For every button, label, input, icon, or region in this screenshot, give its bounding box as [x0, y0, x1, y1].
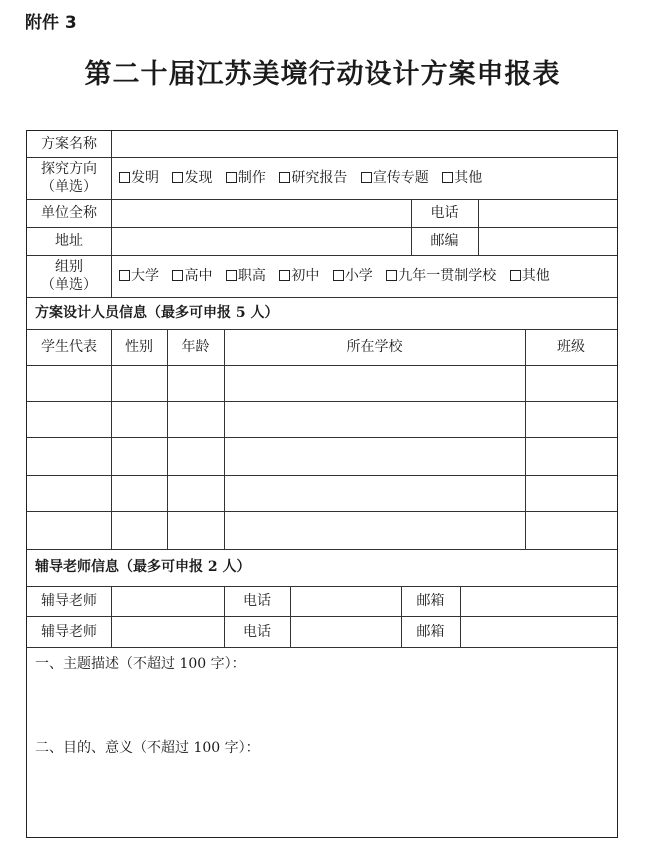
direction-option-other[interactable]: 其他	[442, 170, 482, 186]
checkbox-icon[interactable]	[279, 172, 290, 183]
tutor-phone-field[interactable]	[292, 618, 400, 645]
checkbox-icon[interactable]	[361, 172, 372, 183]
group-label: 组别	[55, 259, 83, 275]
table-row[interactable]	[27, 402, 617, 436]
theme-description-label: 一、主题描述（不超过 100 字）：	[35, 656, 246, 672]
plan-name-field[interactable]	[113, 132, 615, 156]
tutor-email-field[interactable]	[462, 618, 615, 645]
group-option-nine-year[interactable]: 九年一贯制学校	[386, 268, 496, 284]
direction-option-research-report[interactable]: 研究报告	[279, 170, 347, 186]
col-student-rep: 学生代表	[41, 339, 97, 355]
purpose-area[interactable]	[29, 760, 615, 834]
table-row[interactable]	[27, 476, 617, 510]
unit-name-label: 单位全称	[41, 205, 97, 221]
direction-label: 探究方向	[41, 161, 97, 177]
group-option-vocational[interactable]: 职高	[226, 268, 266, 284]
direction-single-choice-note: （单选）	[41, 179, 97, 195]
checkbox-icon[interactable]	[119, 172, 130, 183]
tutor-email-label: 邮箱	[416, 593, 445, 609]
group-option-university[interactable]: 大学	[119, 268, 159, 284]
col-age: 年龄	[181, 339, 210, 355]
tutor-name-field[interactable]	[113, 588, 223, 614]
direction-option-publicity[interactable]: 宣传专题	[361, 170, 429, 186]
checkbox-icon[interactable]	[442, 172, 453, 183]
tutor-phone-field[interactable]	[292, 588, 400, 614]
tutor-label: 辅导老师	[41, 593, 97, 609]
checkbox-icon[interactable]	[386, 270, 397, 281]
tutor-phone-label: 电话	[243, 593, 271, 609]
group-option-junior-high[interactable]: 初中	[279, 268, 319, 284]
tutor-phone-label: 电话	[243, 624, 271, 640]
tutor-email-label: 邮箱	[416, 624, 445, 640]
form-title: 第二十届江苏美境行动设计方案申报表	[84, 59, 561, 90]
designers-section-heading: 方案设计人员信息（最多可申报 5 人）	[35, 305, 279, 321]
plan-name-label: 方案名称	[41, 136, 97, 152]
tutor-email-field[interactable]	[462, 588, 615, 614]
phone-label: 电话	[430, 205, 459, 221]
unit-name-field[interactable]	[113, 200, 410, 226]
col-gender: 性别	[125, 339, 153, 355]
postcode-field[interactable]	[480, 228, 615, 254]
tutor-label: 辅导老师	[41, 624, 97, 640]
application-form	[26, 130, 618, 838]
table-row[interactable]	[27, 366, 617, 400]
checkbox-icon[interactable]	[333, 270, 344, 281]
table-row[interactable]	[27, 512, 617, 548]
theme-description-area[interactable]	[29, 676, 615, 731]
group-option-other[interactable]: 其他	[510, 268, 550, 284]
checkbox-icon[interactable]	[172, 172, 183, 183]
tutor-name-field[interactable]	[113, 618, 223, 645]
postcode-label: 邮编	[430, 233, 459, 249]
direction-option-making[interactable]: 制作	[226, 170, 266, 186]
group-option-senior-high[interactable]: 高中	[172, 268, 212, 284]
checkbox-icon[interactable]	[279, 270, 290, 281]
direction-options	[119, 170, 491, 186]
tutor-section-heading: 辅导老师信息（最多可申报 2 人）	[35, 559, 251, 575]
table-row[interactable]	[27, 438, 617, 474]
col-class: 班级	[557, 339, 585, 355]
checkbox-icon[interactable]	[172, 270, 183, 281]
attachment-number: 附件 3	[25, 13, 77, 33]
col-school: 所在学校	[346, 339, 403, 355]
unit-phone-field[interactable]	[480, 200, 615, 226]
group-single-choice-note: （单选）	[41, 277, 97, 293]
group-option-primary[interactable]: 小学	[333, 268, 373, 284]
address-label: 地址	[55, 233, 83, 249]
checkbox-icon[interactable]	[119, 270, 130, 281]
checkbox-icon[interactable]	[226, 172, 237, 183]
checkbox-icon[interactable]	[510, 270, 521, 281]
checkbox-icon[interactable]	[226, 270, 237, 281]
purpose-label: 二、目的、意义（不超过 100 字）：	[35, 740, 260, 756]
direction-option-discovery[interactable]: 发现	[172, 170, 212, 186]
address-field[interactable]	[113, 228, 410, 254]
group-options	[119, 268, 559, 284]
direction-option-invention[interactable]: 发明	[119, 170, 159, 186]
